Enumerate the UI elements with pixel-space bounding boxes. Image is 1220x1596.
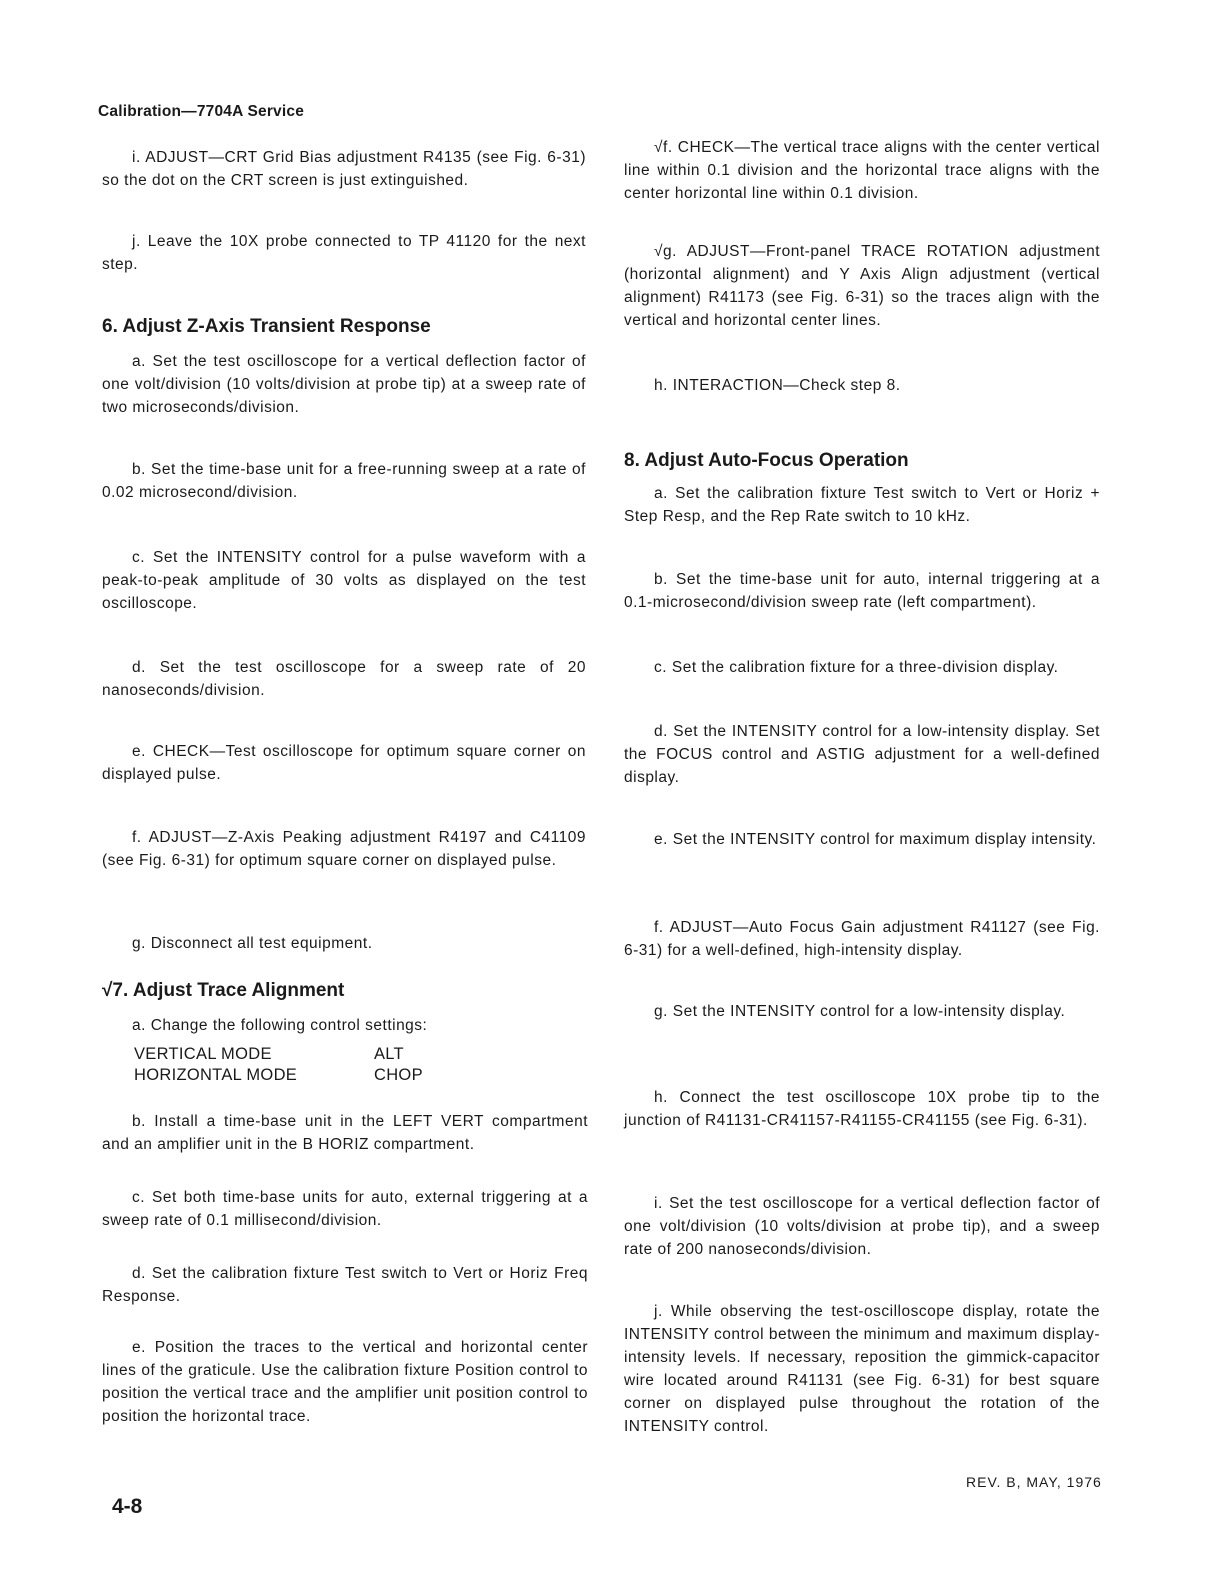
section-8-step-a: a. Set the calibration fixture Test switch to Vert or Horiz + Step Resp, and the Rep Rate switch to 10 kHz. (624, 485, 1100, 525)
setting-name: VERTICAL MODE (134, 1045, 272, 1063)
section-8-heading: 8. Adjust Auto-Focus Operation (624, 450, 909, 471)
section-6-step-a: a. Set the test oscilloscope for a vertical deflection factor of one volt/division (10 volts/division at probe tip) at a sweep rate of two microseconds/division. (102, 353, 586, 416)
step-i: i. ADJUST—CRT Grid Bias adjustment R4135 (see Fig. 6-31) so the dot on the CRT screen is just extinguished. (102, 149, 586, 189)
section-8-step-b: b. Set the time-base unit for auto, internal triggering at a 0.1-microsecond/division sweep rate (left compartment). (624, 571, 1100, 611)
section-7-heading: √7. Adjust Trace Alignment (102, 980, 345, 1001)
step-g: √g. ADJUST—Front-panel TRACE ROTATION adjustment (horizontal alignment) and Y Axis Align adjustment (vertical alignment) R41173 (see Fig. 6-31) so the traces align with the vertical and horizontal center lines. (624, 243, 1100, 329)
section-7-step-a: a. Change the following control settings: (132, 1017, 428, 1034)
page-number: 4-8 (112, 1495, 143, 1518)
section-6-step-c: c. Set the INTENSITY control for a pulse waveform with a peak-to-peak amplitude of 30 volts as displayed on the test oscilloscope. (102, 549, 586, 612)
section-7-step-b: b. Install a time-base unit in the LEFT VERT compartment and an amplifier unit in the B HORIZ compartment. (102, 1113, 588, 1153)
section-6-step-d: d. Set the test oscilloscope for a sweep rate of 20 nanoseconds/division. (102, 659, 586, 699)
setting-value: ALT (374, 1045, 404, 1063)
section-8-step-i: i. Set the test oscilloscope for a vertical deflection factor of one volt/division (10 volts/division at probe tip), and a sweep rate of 200 nanoseconds/division. (624, 1195, 1100, 1258)
section-6-step-e: e. CHECK—Test oscilloscope for optimum square corner on displayed pulse. (102, 743, 586, 783)
section-7-step-c: c. Set both time-base units for auto, external triggering at a sweep rate of 0.1 millisecond/division. (102, 1189, 588, 1229)
control-settings-table (134, 1044, 423, 1086)
section-8-step-f: f. ADJUST—Auto Focus Gain adjustment R41127 (see Fig. 6-31) for a well-defined, high-intensity display. (624, 919, 1100, 959)
revision-date: REV. B, MAY, 1976 (966, 1474, 1102, 1490)
section-8-step-h: h. Connect the test oscilloscope 10X probe tip to the junction of R41131-CR41157-R41155-CR41155 (see Fig. 6-31). (624, 1089, 1100, 1129)
step-j: j. Leave the 10X probe connected to TP 41120 for the next step. (102, 233, 586, 273)
step-h: h. INTERACTION—Check step 8. (654, 377, 901, 394)
section-8-step-j: j. While observing the test-oscilloscope display, rotate the INTENSITY control between the minimum and maximum display-intensity levels. If necessary, reposition the gimmick-capacitor wire located around R41131 (see Fig. 6-31) for best square corner on displayed pulse throughout the rotation of the INTENSITY control. (624, 1303, 1100, 1435)
section-8-step-e: e. Set the INTENSITY control for maximum display intensity. (654, 831, 1097, 848)
section-7-step-e: e. Position the traces to the vertical and horizontal center lines of the graticule. Use the calibration fixture Position control to position the vertical trace and the amplifier unit position control to position the horizontal trace. (102, 1339, 588, 1425)
section-6-step-g: g. Disconnect all test equipment. (132, 935, 373, 952)
control-setting-row (134, 1044, 423, 1065)
section-8-step-d: d. Set the INTENSITY control for a low-intensity display. Set the FOCUS control and ASTIG adjustment for a well-defined display. (624, 723, 1100, 786)
setting-value: CHOP (374, 1066, 423, 1084)
section-8-step-c: c. Set the calibration fixture for a three-division display. (654, 659, 1059, 676)
section-6-step-f: f. ADJUST—Z-Axis Peaking adjustment R4197 and C41109 (see Fig. 6-31) for optimum square corner on displayed pulse. (102, 829, 586, 869)
section-7-step-d: d. Set the calibration fixture Test switch to Vert or Horiz Freq Response. (102, 1265, 588, 1305)
setting-name: HORIZONTAL MODE (134, 1066, 298, 1084)
section-6-heading: 6. Adjust Z-Axis Transient Response (102, 316, 431, 337)
running-title: Calibration—7704A Service (98, 103, 305, 120)
step-f: √f. CHECK—The vertical trace aligns with the center vertical line within 0.1 division and the horizontal trace aligns with the center horizontal line within 0.1 division. (624, 139, 1100, 202)
section-8-step-g: g. Set the INTENSITY control for a low-intensity display. (654, 1003, 1066, 1020)
section-6-step-b: b. Set the time-base unit for a free-running sweep at a rate of 0.02 microsecond/division. (102, 461, 586, 501)
control-setting-row (134, 1065, 423, 1086)
